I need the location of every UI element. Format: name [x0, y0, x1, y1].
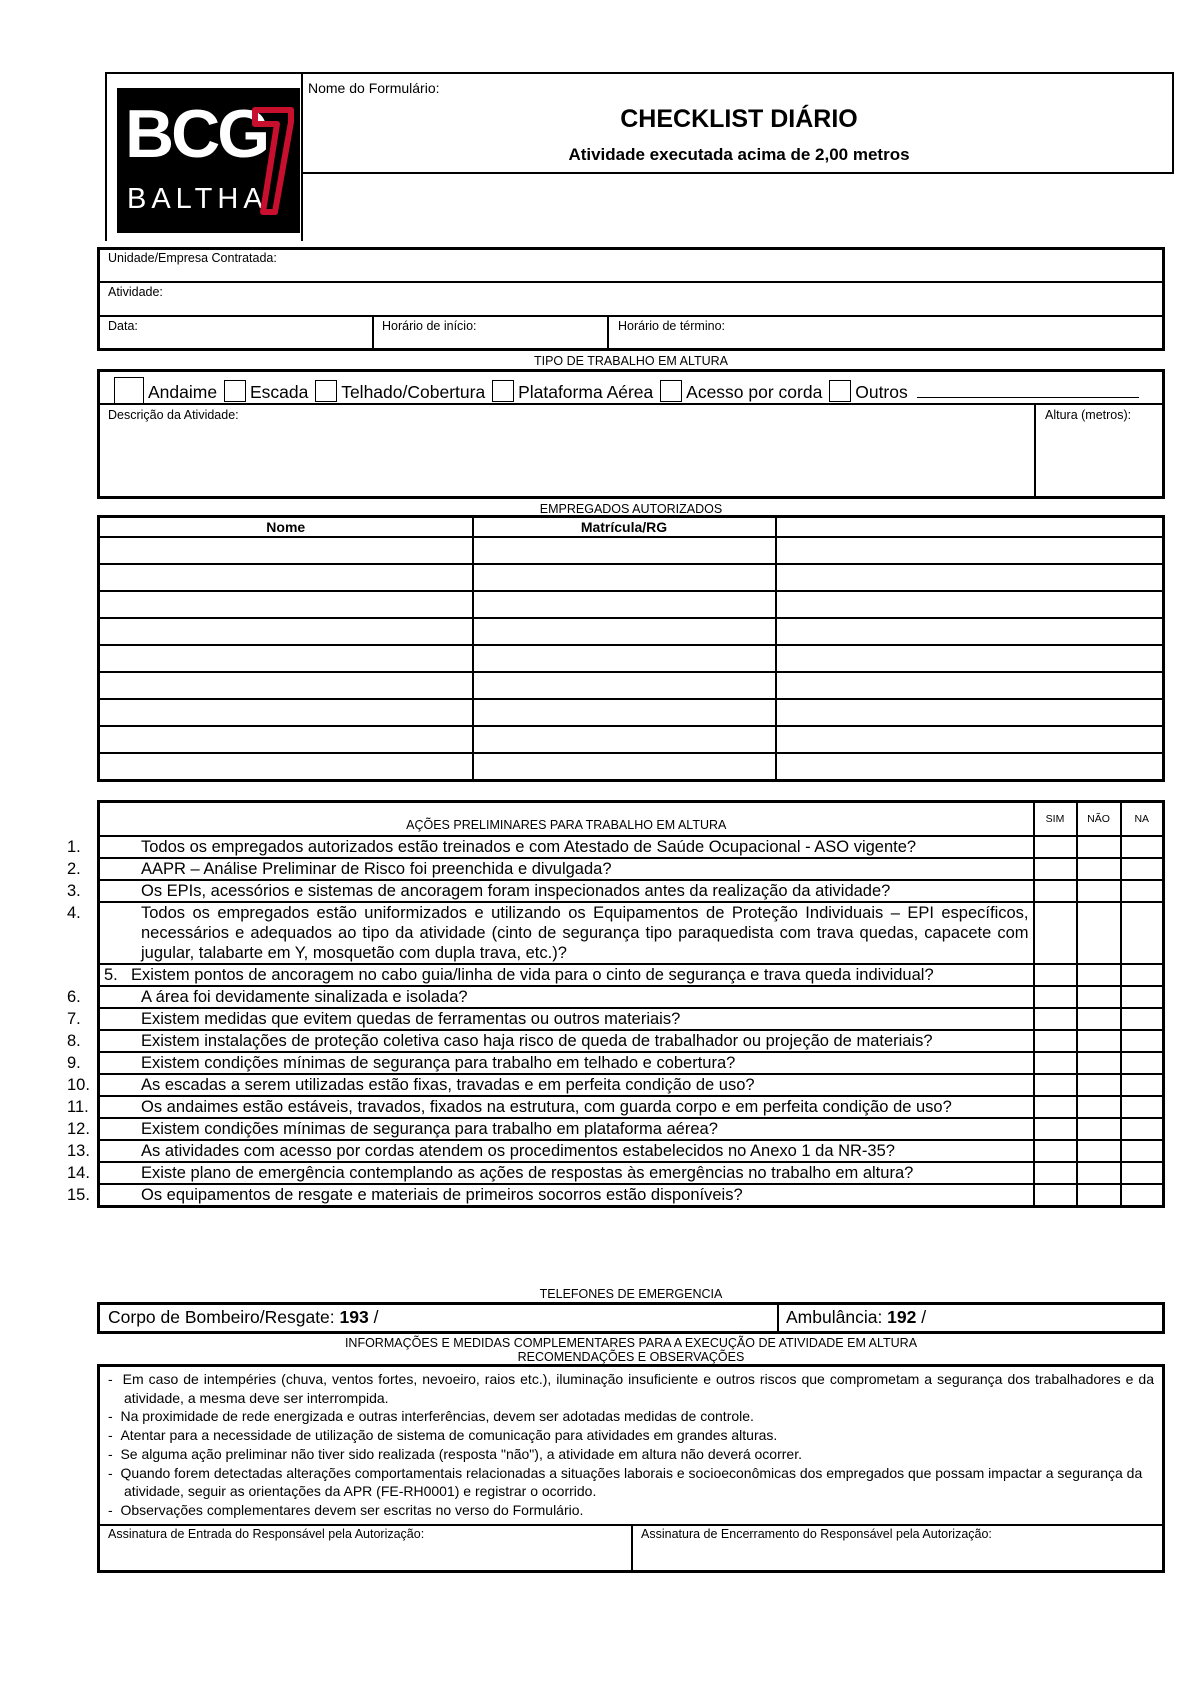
- company-logo: [117, 88, 300, 233]
- sim-cell[interactable]: [1034, 1140, 1077, 1162]
- outros-checkbox[interactable]: [829, 380, 851, 402]
- unidade-label: Unidade/Empresa Contratada:: [108, 251, 277, 265]
- sim-cell[interactable]: [1034, 1030, 1077, 1052]
- outros-label: Outros: [855, 382, 908, 402]
- list-item: 1. Todos os empregados autorizados estão treinados e com Atestado de Saúde Ocupacional - ASO vigente?: [99, 836, 1164, 858]
- table-row[interactable]: [99, 618, 1164, 645]
- nao-cell[interactable]: [1077, 1184, 1121, 1207]
- na-cell[interactable]: [1121, 1008, 1164, 1030]
- table-row[interactable]: [99, 645, 1164, 672]
- nao-cell[interactable]: [1077, 1008, 1121, 1030]
- telhado-label: Telhado/Cobertura: [341, 382, 486, 402]
- nao-cell[interactable]: [1077, 880, 1121, 902]
- nome-column-header: Nome: [99, 517, 473, 538]
- tipo-options-row: [110, 377, 1139, 404]
- nao-cell[interactable]: [1077, 986, 1121, 1008]
- nao-cell[interactable]: [1077, 1096, 1121, 1118]
- assinatura-encerramento-label: Assinatura de Encerramento do Responsável pela Autorização:: [641, 1527, 992, 1541]
- list-item: 10. As escadas a serem utilizadas estão fixas, travadas e em perfeita condição de uso?: [99, 1074, 1164, 1096]
- assinatura-encerramento-field[interactable]: [634, 1543, 1162, 1571]
- tipo-section-title: TIPO DE TRABALHO EM ALTURA: [533, 354, 729, 368]
- na-cell[interactable]: [1121, 1096, 1164, 1118]
- list-item: 12. Existem condições mínimas de segurança para trabalho em plataforma aérea?: [99, 1118, 1164, 1140]
- data-label: Data:: [108, 319, 138, 333]
- nao-cell[interactable]: [1077, 1118, 1121, 1140]
- na-cell[interactable]: [1121, 1162, 1164, 1184]
- nao-cell[interactable]: [1077, 1140, 1121, 1162]
- nao-cell[interactable]: [1077, 1030, 1121, 1052]
- sim-cell[interactable]: [1034, 836, 1077, 858]
- sim-cell[interactable]: [1034, 1118, 1077, 1140]
- sim-cell[interactable]: [1034, 1184, 1077, 1207]
- list-item: 7. Existem medidas que evitem quedas de ferramentas ou outros materiais?: [99, 1008, 1164, 1030]
- list-item: 15. Os equipamentos de resgate e materiais de primeiros socorros estão disponíveis?: [99, 1184, 1164, 1207]
- na-cell[interactable]: [1121, 1140, 1164, 1162]
- table-row[interactable]: [99, 726, 1164, 753]
- atividade-label: Atividade:: [108, 285, 163, 299]
- list-item: 4. Todos os empregados estão uniformizados e utilizando os Equipamentos de Proteção Individuais – EPI específicos, necessários e adequados ao tipo da atividade (cinto de segurança tipo paraquedista com trava quedas, capacete com jugular, talabarte em Y, mosquetão com dupla trava, etc.)?: [99, 902, 1164, 964]
- list-item: - Quando forem detectadas alterações comportamentais relacionadas a situações laborais e socioeconômicas dos empregados que possam impactar a segurança da atividade, seguir as orientações da APR (FE-RH0001) e registrar o ocorrido.: [108, 1464, 1143, 1500]
- na-cell[interactable]: [1121, 880, 1164, 902]
- list-item: - Em caso de intempéries (chuva, ventos fortes, nevoeiro, raios etc.), iluminação insuficiente e outros riscos que comprometam a segurança dos trabalhadores e da atividade, a mesma deve ser interrompida.: [108, 1371, 1154, 1406]
- logo-mark-icon: [247, 102, 297, 222]
- na-cell[interactable]: [1121, 986, 1164, 1008]
- table-row[interactable]: [99, 564, 1164, 591]
- list-item: 13. As atividades com acesso por cordas atendem os procedimentos estabelecidos no Anexo 1 da NR-35?: [99, 1140, 1164, 1162]
- nao-cell[interactable]: [1077, 858, 1121, 880]
- na-cell[interactable]: [1121, 1184, 1164, 1207]
- ambulancia-phone: Ambulância: 192 /: [786, 1307, 927, 1327]
- list-item: 2. AAPR – Análise Preliminar de Risco foi preenchida e divulgada?: [99, 858, 1164, 880]
- na-cell[interactable]: [1121, 902, 1164, 964]
- recomendacoes-title-1: INFORMAÇÕES E MEDIDAS COMPLEMENTARES PARA A EXECUÇÃO DE ATIVIDADE EM ALTURA: [344, 1336, 918, 1350]
- andaime-label: Andaime: [148, 382, 218, 402]
- sim-cell[interactable]: [1034, 1008, 1077, 1030]
- empregados-table: [97, 515, 1165, 782]
- list-item: - Observações complementares devem ser escritas no verso do Formulário.: [108, 1501, 584, 1518]
- nao-cell[interactable]: [1077, 1162, 1121, 1184]
- descricao-label: Descrição da Atividade:: [108, 408, 239, 422]
- list-item: - Atentar para a necessidade de utilização de sistema de comunicação para atividades em grandes alturas.: [108, 1427, 778, 1444]
- logo-text-sub: BALTHA: [127, 183, 268, 215]
- list-item: - Na proximidade de rede energizada e outras interferências, devem ser adotadas medidas de controle.: [108, 1408, 754, 1425]
- na-cell[interactable]: [1121, 858, 1164, 880]
- termino-label: Horário de término:: [618, 319, 725, 333]
- table-row[interactable]: [99, 753, 1164, 781]
- table-row[interactable]: [99, 537, 1164, 564]
- plataforma-checkbox[interactable]: [492, 380, 514, 402]
- list-item: 3. Os EPIs, acessórios e sistemas de ancoragem foram inspecionados antes da realização da atividade?: [99, 880, 1164, 902]
- recomendacoes-title-2: RECOMENDAÇÕES E OBSERVAÇÕES: [517, 1350, 745, 1364]
- list-item: 8. Existem instalações de proteção coletiva caso haja risco de queda de trabalhador ou projeção de materiais?: [99, 1030, 1164, 1052]
- sim-cell[interactable]: [1034, 1074, 1077, 1096]
- recomendacoes-block: [97, 1364, 1165, 1526]
- list-item: 14. Existe plano de emergência contemplando as ações de respostas às emergências no trabalho em altura?: [99, 1162, 1164, 1184]
- assinatura-entrada-label: Assinatura de Entrada do Responsável pela Autorização:: [108, 1527, 425, 1541]
- form-name-label: Nome do Formulário:: [308, 80, 440, 96]
- page-title: CHECKLIST DIÁRIO: [620, 105, 858, 133]
- assinatura-entrada-field[interactable]: [100, 1543, 630, 1571]
- na-cell[interactable]: [1121, 1030, 1164, 1052]
- sim-cell[interactable]: [1034, 986, 1077, 1008]
- na-cell[interactable]: [1121, 836, 1164, 858]
- extra-column-header: [776, 517, 1164, 538]
- na-cell[interactable]: [1121, 1074, 1164, 1096]
- matricula-column-header: Matrícula/RG: [473, 517, 776, 538]
- table-row[interactable]: [99, 672, 1164, 699]
- na-cell[interactable]: [1121, 1052, 1164, 1074]
- list-item: 5. Existem pontos de ancoragem no cabo guia/linha de vida para o cinto de segurança e trava queda individual?: [99, 964, 1164, 986]
- logo-text-main: BCG: [125, 96, 268, 172]
- andaime-checkbox[interactable]: [114, 377, 144, 404]
- list-item: 11. Os andaimes estão estáveis, travados, fixados na estrutura, com guarda corpo e em perfeita condição de uso?: [99, 1096, 1164, 1118]
- telefones-section-title: TELEFONES DE EMERGENCIA: [539, 1287, 723, 1301]
- list-item: 9. Existem condições mínimas de segurança para trabalho em telhado e cobertura?: [99, 1052, 1164, 1074]
- nao-cell[interactable]: [1077, 902, 1121, 964]
- nao-column-header: NÃO: [1077, 802, 1121, 836]
- nao-cell[interactable]: [1077, 964, 1121, 986]
- na-cell[interactable]: [1121, 1118, 1164, 1140]
- na-column-header: NA: [1121, 802, 1164, 836]
- page-subtitle: Atividade executada acima de 2,00 metros: [568, 145, 910, 164]
- list-item: 6. A área foi devidamente sinalizada e isolada?: [99, 986, 1164, 1008]
- na-cell[interactable]: [1121, 964, 1164, 986]
- plataforma-label: Plataforma Aérea: [518, 382, 654, 402]
- table-row[interactable]: [99, 591, 1164, 618]
- sim-cell[interactable]: [1034, 1162, 1077, 1184]
- outros-input[interactable]: [917, 381, 1139, 398]
- acoes-section-title: AÇÕES PRELIMINARES PARA TRABALHO EM ALTURA: [99, 802, 1034, 836]
- sim-cell[interactable]: [1034, 1052, 1077, 1074]
- telhado-checkbox[interactable]: [315, 380, 337, 402]
- bombeiro-phone: Corpo de Bombeiro/Resgate: 193 /: [108, 1307, 379, 1327]
- escada-checkbox[interactable]: [224, 380, 246, 402]
- nao-cell[interactable]: [1077, 836, 1121, 858]
- sim-cell[interactable]: [1034, 964, 1077, 986]
- table-row[interactable]: [99, 699, 1164, 726]
- nao-cell[interactable]: [1077, 1052, 1121, 1074]
- empregados-section-title: EMPREGADOS AUTORIZADOS: [539, 502, 723, 516]
- nao-cell[interactable]: [1077, 1074, 1121, 1096]
- altura-label: Altura (metros):: [1045, 408, 1132, 422]
- sim-cell[interactable]: [1034, 902, 1077, 964]
- acoes-table: [67, 800, 1165, 1208]
- corda-checkbox[interactable]: [660, 380, 682, 402]
- sim-cell[interactable]: [1034, 858, 1077, 880]
- escada-label: Escada: [249, 382, 309, 402]
- sim-cell[interactable]: [1034, 880, 1077, 902]
- inicio-label: Horário de início:: [382, 319, 477, 333]
- sim-column-header: SIM: [1034, 802, 1077, 836]
- sim-cell[interactable]: [1034, 1096, 1077, 1118]
- list-item: - Se alguma ação preliminar não tiver sido realizada (resposta "não"), a atividade em altura não deverá ocorrer.: [108, 1445, 802, 1462]
- corda-label: Acesso por corda: [686, 382, 823, 402]
